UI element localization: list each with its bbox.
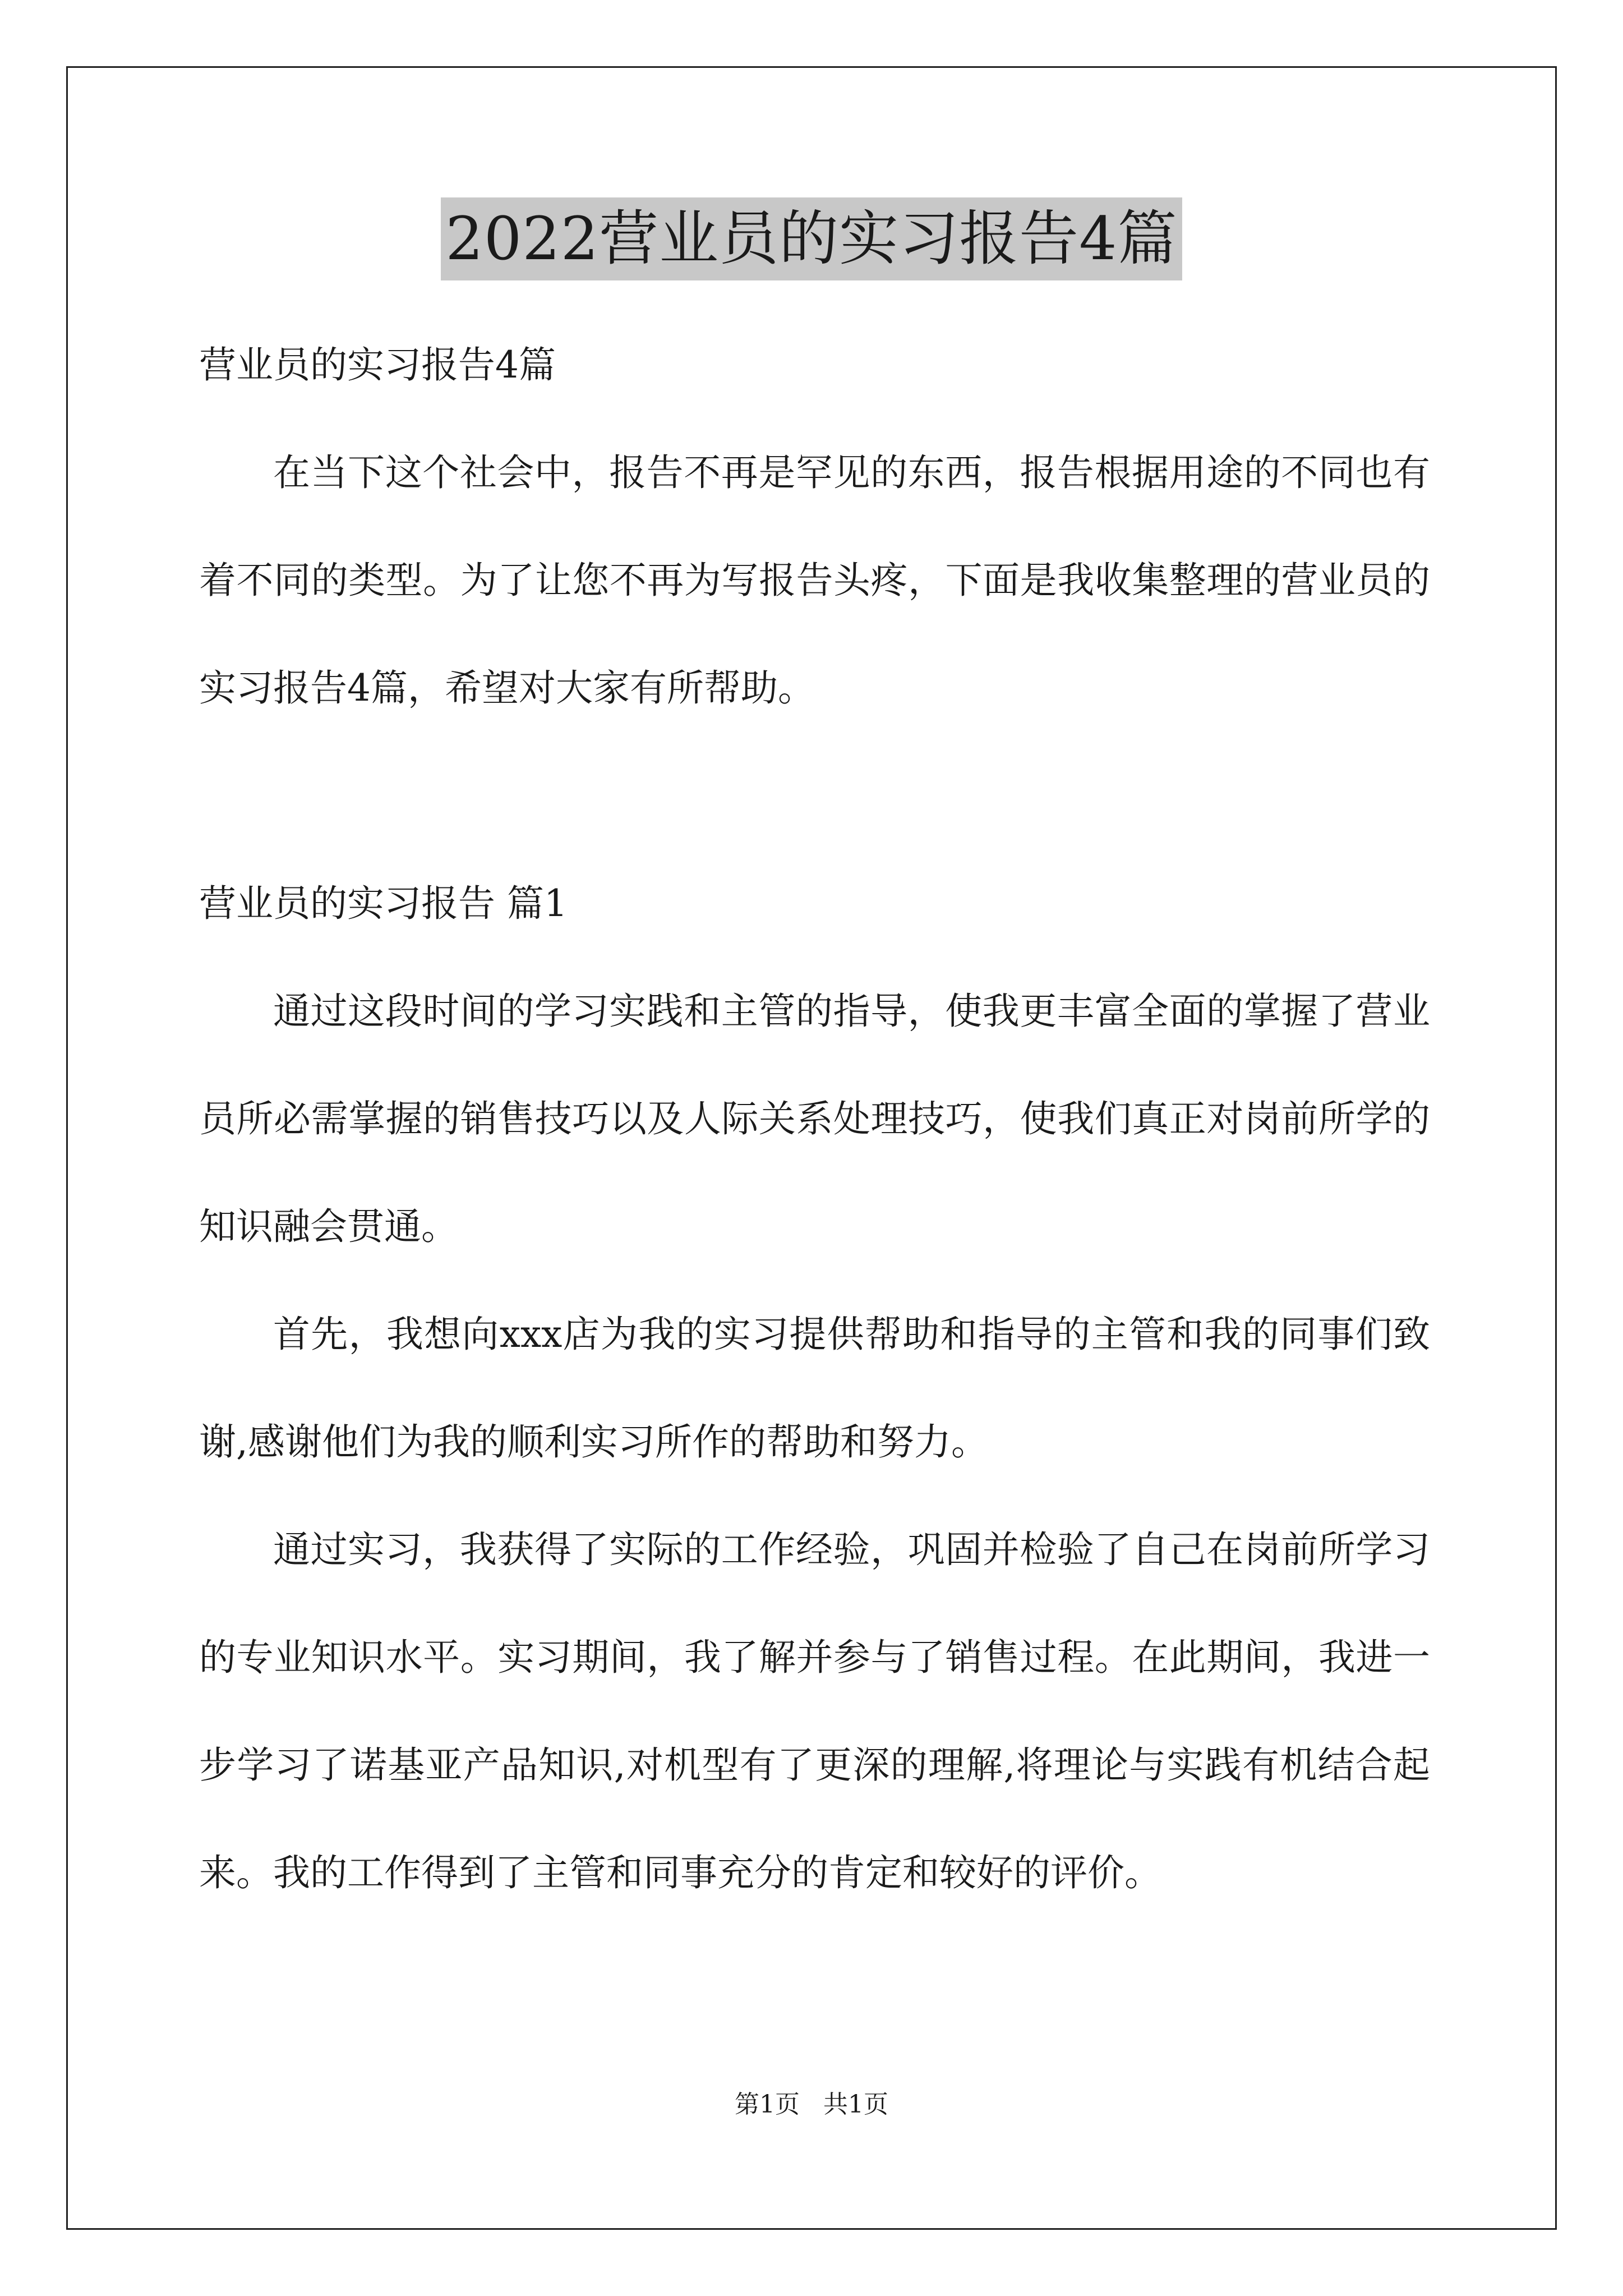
document-subtitle: 营业员的实习报告4篇 (199, 343, 556, 386)
document-body (199, 311, 1430, 1927)
body-paragraph-3: 通过实习，我获得了实际的工作经验，巩固并检验了自己在岗前所学习的专业知识水平。实习期间，我了解并参与了销售过程。在此期间，我进一步学习了诺基亚产品知识,对机型有了更深的理解,将理论与实践有机结合起来。我的工作得到了主管和同事充分的肯定和较好的评价。 (199, 1528, 1430, 1894)
intro-paragraph: 在当下这个社会中，报告不再是罕见的东西，报告根据用途的不同也有着不同的类型。为了让您不再为写报告头疼，下面是我收集整理的营业员的实习报告4篇，希望对大家有所帮助。 (199, 451, 1430, 710)
title-container (0, 197, 1623, 280)
page-footer: 第1页 共1页 (735, 2090, 888, 2119)
section-spacer (199, 742, 1430, 850)
body-paragraph-2: 首先，我想向xxx店为我的实习提供帮助和指导的主管和我的同事们致谢,感谢他们为我的顺利实习所作的帮助和努力。 (199, 1313, 1430, 1464)
body-paragraph-1: 通过这段时间的学习实践和主管的指导，使我更丰富全面的掌握了营业员所必需掌握的销售技巧以及人际关系处理技巧，使我们真正对岗前所学的知识融会贯通。 (199, 990, 1430, 1248)
section-heading: 营业员的实习报告 篇1 (199, 882, 568, 925)
document-title: 2022营业员的实习报告4篇 (441, 197, 1182, 280)
